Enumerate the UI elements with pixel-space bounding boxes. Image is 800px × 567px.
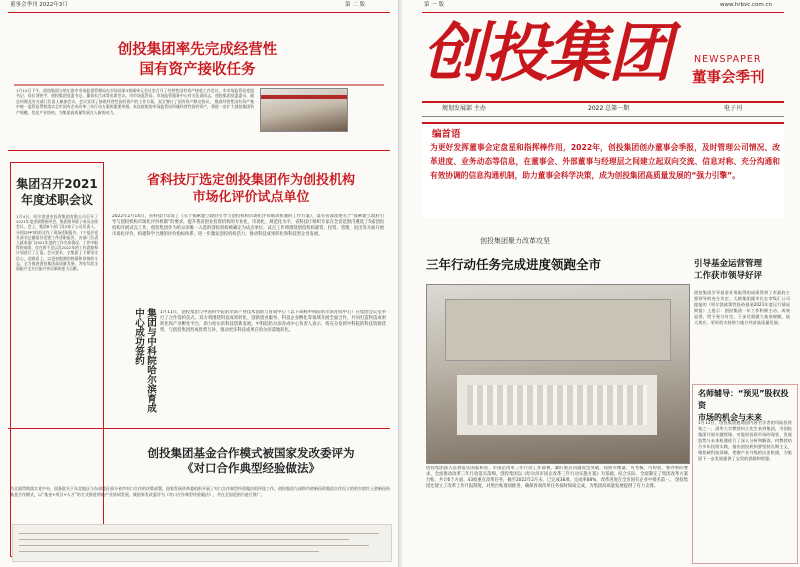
annual-report-body: 1月4日，哈尔滨创业投资集团有限公司召开了2021年度述职暨指导会。集团领导班子成员出席会议，会上，集团8个部门及5家子公司负责人，分别以PPT的形式作了现场述职报告，7个基层党支部书记做基层党建工作述职报告，各部门负责人就本部门2021年度的工作完成情况、工作中取得的成绩、存在的不足以及2022年的工作思路和计划进行了汇报。会议要求，全集团上下要坚定信心，迎难而上，以更加饱满的热情和昂扬的斗志，全力推进创投集团高质量发展，为哈尔滨全面振兴全方位振兴作出新的更大贡献。 xyxy=(16,214,98,272)
top-story-rule xyxy=(14,84,384,86)
expert-title: 名师辅导：“预见”股权投资 市场的机会与未来 xyxy=(698,389,789,422)
editor-note-body: 为更好发挥董事会定盘星和指挥棒作用，2022年，创投集团创办董事会季报，及时管理公司情况、改革进度、业务动态等信息，在董事会、外部董事与经理层之间建立起双向交流、信息对称、充分沟通和有效协调的信息沟通机制，助力董事会科学决策，成为创投集团高质量发展的“强力引擎”。 xyxy=(430,143,780,180)
annual-report-title: 集团召开2021 年度述职会议 xyxy=(16,177,98,207)
side-story-body: 创投集团引导基金业务取得的成绩得到了市政府主要领导的充分肯定。大新集团副市长在市级汇公司提报的《哈尔滨政策性投资基金2021年度运行情况简报》上批示：创投集团一年工作积极主动、成效显著，给予充分肯定。下步还需做大基金规模，放大效应，更好的支持助力地方经济高质量发展。 xyxy=(694,290,790,325)
masthead-rule xyxy=(422,101,784,103)
newspaper-label: NEWSPAPER xyxy=(694,54,762,65)
subheader-rule xyxy=(422,116,784,117)
issue-number: 2022 总第一期 xyxy=(588,105,630,112)
sign-story-body: 1月11日，创投集团与中国科学院哈尔滨产业技术创新与育成中心（以下简称中科院哈尔滨育成中心）在集团会议室举行了合作签约仪式，双方将围绕科技成果转化、创新创业服务、科技企业孵化等领域开展全面合作，共同打造科技成果转化和产业孵化平台，助力哈尔滨科技创新发展。中科院哈尔滨育成中心负责人表示，将充分发挥中科院的科技资源优势，与创投集团形成优势互补，推动更多科技成果在哈尔滨落地转化。 xyxy=(160,310,386,333)
pilot-body: 2022年2月14日，省科技厅印发了《关于探索建立政府引导与创投机构市场化评价联动机制的工作方案》，落实省深改委关于“探索建立政府引导与创投机构市场化评价机制”的要求，提升我省创业投资机构的专业化、市场化、规范化水平。省科技厅组织专家在全省范围内遴选了5家创投机构开展试点工作，创投集团作为哈尔滨唯一入选的创投机构被确定为试点单位。试点工作将围绕创投机构募资、投资、管理、退出等方面开展市场化评价，构建科学合理的评价指标体系，进一步激发创投机构活力，推动科技成果转化和科技型企业发展。 xyxy=(112,214,384,237)
website[interactable]: www.hrbvc.com.cn xyxy=(720,2,773,8)
reform-body: 创投集团深入贯彻落实国家和省、市国企改革三年行动工作部署，紧盯重点问题攻坚突破，按照可衡量、可考核、可检验、要办事的要求，全面推动改革三年行动落实落细。创投集团以《哈尔滨市国企改革三年行动实施方案》为基础，结合实际，全面制定了集团改革方案台账，共计6个方面、43项重点改革任务，截至2022年2月末，已完成38项，完成率88%，改革进度在全市国有企业中排名第一。 创投集团还建立了改革工作月报制度，对照台账逐项推进，确保各项改革任务按时保质完成，为集团高质量发展提供了有力支撑。 xyxy=(426,466,688,489)
page-one xyxy=(402,0,800,567)
page-two xyxy=(0,0,399,567)
sign-story-title: 集团与中科院哈尔滨育成中心成功签约 xyxy=(133,308,156,413)
format-label: 电子刊 xyxy=(724,105,743,112)
meeting-photo xyxy=(260,88,348,132)
reform-column: 创投集团聚力改革攻坚 xyxy=(480,237,550,245)
sponsor: 规划发展部 主办 xyxy=(442,105,486,112)
bottom-rule xyxy=(8,428,390,429)
quarterly-label: 董事会季刊 xyxy=(692,70,765,86)
left-header-edition: 第 二 版 xyxy=(345,2,365,8)
right-header-edition: 第 一 版 xyxy=(424,2,444,8)
bottom-document-image xyxy=(12,524,392,562)
bottom-story-title: 创投集团基金合作模式被国家发改委评为 《对口合作典型经验做法》 xyxy=(147,446,355,475)
masthead-title: 创投集团 xyxy=(422,16,670,91)
right-header-rule xyxy=(422,12,784,13)
side-story-title: 引导基金运营管理 工作获市领导好评 xyxy=(694,259,763,281)
reform-title: 三年行动任务完成进度领跑全市 xyxy=(426,257,602,272)
header-rule xyxy=(8,12,390,13)
top-story-title: 创投集团率先完成经营性 国有资产接收任务 xyxy=(117,42,278,78)
pilot-title: 省科技厅选定创投集团作为创投机构 市场化评价试点单位 xyxy=(146,173,355,205)
expert-body: 1月11日，创投集团邀请国内著名学者的风险投资家之一，清华大学教授何立先生来到集团，为创投集团开展专题授课，对股权投资市场的现状、发展趋势与未来机遇进行了深入分析和解读。何教授结合多年投资实践，指出创投机构要坚持长期主义，聚焦硬科技领域，把握产业升级的历史机遇，为集团下一步发展提供了宝贵的思路和借鉴。 xyxy=(698,420,792,461)
top-story-body: 1月12日下午，创投集团与哈尔滨市市场监督管理局在市场局第3家属单元会议室召开了经营性国有资产接收工作会议，市市场监管局党组书记、局长刘宪宇，创投集团党委书记、董事长吕冰等出席会议。市市场监管局、市场监管服务中心有关负责同志，创投集团党委委员、副总经理及有关部门负责人参加会议。会议宣读了接收经营性国有资产的工作方案，双方签订了国有资产移交协议。 推进经营性国有资产集中统一监管是贯彻落实全市国有企业改革三年行动方案的重要举措。本次接收的市场监管局所属经营性国有资产，将进一步扩大创投集团资产规模，优化产业结构，为集团高质量发展注入新的动力。 xyxy=(16,88,254,115)
bottom-story-body: 为全面贯彻落实党中央、国务院关于东北地区与东部地区部分省市对口合作的决策部署，国家发展改革委组织开展了对口合作典型经验做法的评选工作。创投集团与深圳市创新投资集团合作设立的哈尔滨红土创新投资基金合作模式，以“基金+项目+人才”的方式推进两地产业协同发展，被国家发改委评为《对口合作典型经验做法》，并在全国范围内进行推广。 xyxy=(10,486,390,497)
editor-note-label: 编首语 xyxy=(432,129,461,140)
left-header-title: 董事会季刊 2022年3月 xyxy=(10,2,68,8)
section-rule xyxy=(8,150,390,151)
reform-photo xyxy=(426,284,690,464)
